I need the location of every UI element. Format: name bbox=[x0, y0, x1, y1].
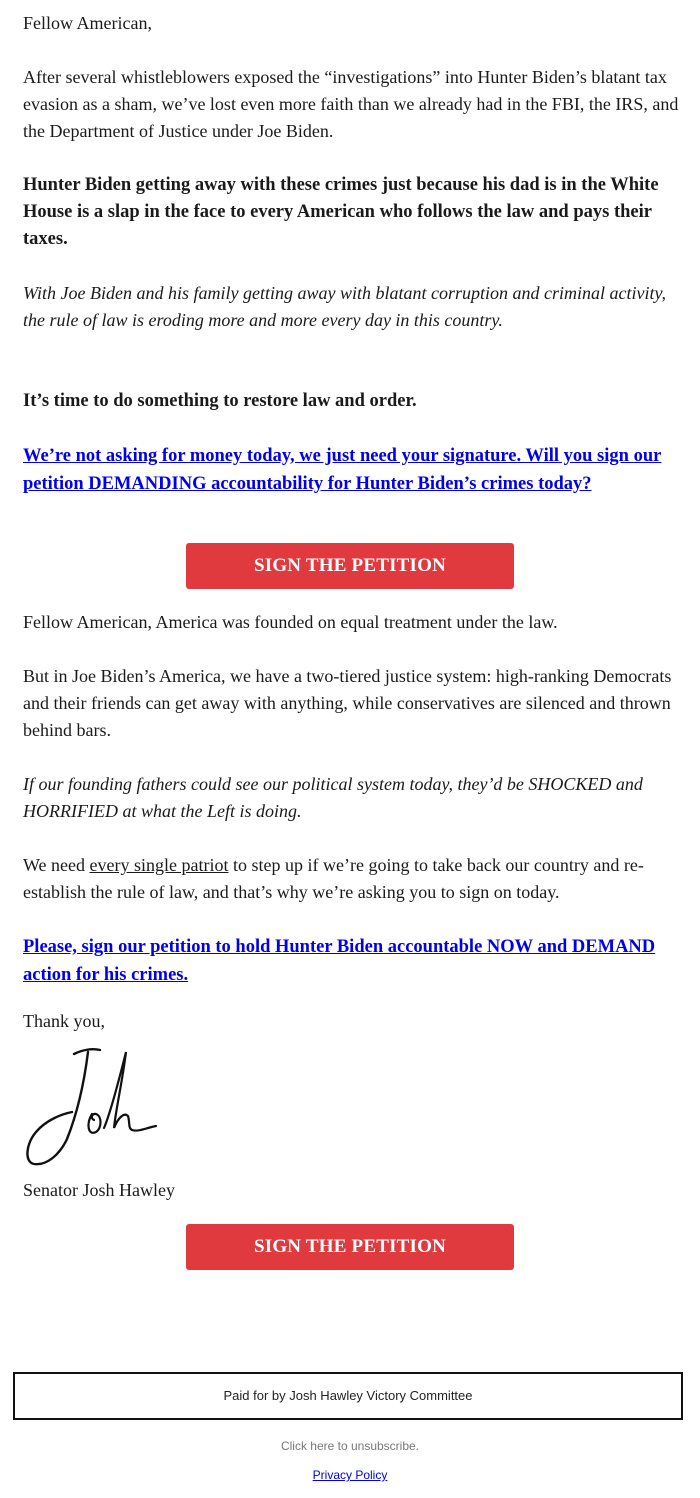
paragraph-two-tiered: But in Joe Biden’s America, we have a two-tiered justice system: high-ranking Democrats and their friends can get away with anything, while conservatives are silenced and thrown behind bars. bbox=[23, 666, 672, 740]
paragraph-every-patriot-end: to step up if we’re going to take back our country and re-establish the rule of law, and that’s why we’re asking you to sign on today. bbox=[23, 855, 644, 902]
petition-link-1[interactable]: We’re not asking for money today, we just need your signature. Will you sign our petition DEMANDING accountability for Hunter Biden’s crimes today? bbox=[23, 446, 662, 494]
paragraph-bold-restore: It’s time to do something to restore law and order. bbox=[23, 391, 417, 411]
paid-for-disclaimer: Paid for by Josh Hawley Victory Committee bbox=[13, 1372, 683, 1420]
signature-image bbox=[22, 1044, 162, 1168]
signer-name: Senator Josh Hawley bbox=[23, 1180, 175, 1200]
sign-petition-button-2[interactable]: SIGN THE PETITION bbox=[186, 1224, 514, 1270]
sign-petition-button-1[interactable]: SIGN THE PETITION bbox=[186, 543, 514, 589]
closing: Thank you, bbox=[23, 1011, 105, 1031]
paragraph-every-patriot bbox=[23, 852, 683, 906]
paragraph-italic-founding-fathers: If our founding fathers could see our political system today, they’d be SHOCKED and HORRIFIED at what the Left is doing. bbox=[23, 774, 643, 821]
underlined-every-single-patriot: every single patriot bbox=[89, 855, 229, 875]
petition-link-1-wrapper bbox=[23, 442, 683, 498]
petition-link-2[interactable]: Please, sign our petition to hold Hunter Biden accountable NOW and DEMAND action for his crimes. bbox=[23, 937, 656, 985]
paragraph-every-patriot-start: We need bbox=[23, 855, 90, 875]
unsubscribe-link[interactable]: Click here to unsubscribe. bbox=[280, 1439, 420, 1453]
greeting: Fellow American, bbox=[23, 13, 152, 33]
paragraph-equal-treatment: Fellow American, America was founded on equal treatment under the law. bbox=[23, 612, 558, 632]
petition-link-2-wrapper bbox=[23, 933, 683, 989]
paragraph-bold-slap: Hunter Biden getting away with these crimes just because his dad is in the White House is a slap in the face to every American who follows the law and pays their taxes. bbox=[23, 175, 659, 249]
paragraph-whistleblowers: After several whistleblowers exposed the “investigations” into Hunter Biden’s blatant tax evasion as a sham, we’ve lost even more faith than we already had in the FBI, the IRS, and the Department of Justice under Joe Biden. bbox=[23, 67, 679, 141]
privacy-policy-wrapper bbox=[0, 1468, 700, 1482]
paragraph-italic-rule-of-law: With Joe Biden and his family getting away with blatant corruption and criminal activity, the rule of law is eroding more and more every day in this country. bbox=[23, 283, 666, 330]
privacy-policy-link[interactable]: Privacy Policy bbox=[312, 1468, 388, 1482]
